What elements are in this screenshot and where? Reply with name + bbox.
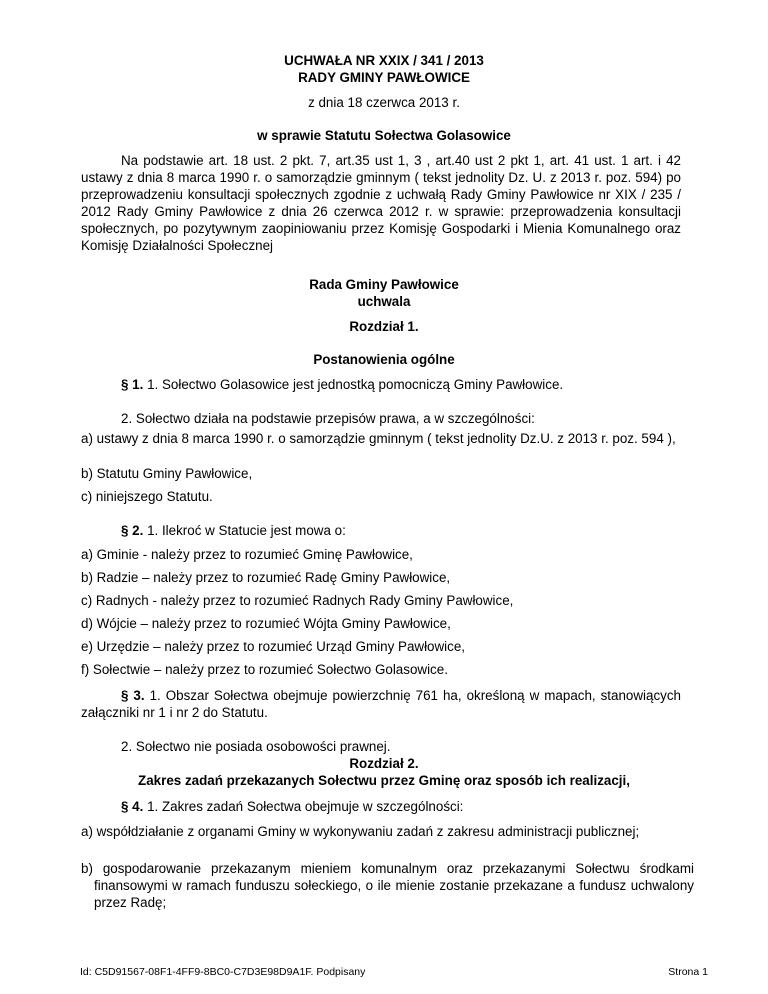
chapter2-subtitle: Zakres zadań przekazanych Sołectwu przez Gminę oraz sposób ich realizacji, bbox=[138, 773, 630, 788]
par3-point2: 2. Sołectwo nie posiada osobowości prawnej. bbox=[121, 739, 391, 754]
chapter1-subtitle: Postanowienia ogólne bbox=[313, 352, 455, 367]
list-item: a) ustawy z dnia 8 marca 1990 r. o samorządzie gminnym ( tekst jednolity Dz.U. z 2013 r. poz. 594 ), bbox=[81, 431, 676, 446]
resolution-title bbox=[0, 52, 768, 86]
par1-point2: 2. Sołectwo działa na podstawie przepisów prawa, a w szczególności: bbox=[121, 411, 535, 426]
council-decides: uchwala bbox=[357, 294, 411, 309]
chapter2-heading bbox=[0, 755, 768, 789]
par3-point1 bbox=[81, 687, 681, 721]
list-item: c) Radnych - należy przez to rozumieć Radnych Rady Gminy Pawłowice, bbox=[81, 593, 514, 608]
list-item: e) Urzędzie – należy przez to rozumieć Urząd Gminy Pawłowice, bbox=[81, 639, 466, 654]
par1-p1-text: 1. Sołectwo Golasowice jest jednostką pomocniczą Gminy Pawłowice. bbox=[147, 377, 564, 392]
par4-point1 bbox=[121, 798, 463, 815]
preamble: Na podstawie art. 18 ust. 2 pkt. 7, art.35 ust 1, 3 , art.40 ust 2 pkt 1, art. 41 ust. 1 art. i 42 ustawy z dnia 8 marca 1990 r. o samorządzie gminnym ( tekst jednolity Dz. U. z 2013 r. poz. 594) po przeprowadzeniu konsultacji społecznych zgodnie z uchwałą Rady Gminy Pawłowice nr XIX / 235 / 2012 Rady Gminy Pawłowice z dnia 26 czerwca 2012 r. w sprawie: przeprowadzenia konsultacji społecznych, po pozytywnym zaopiniowaniu przez Komisję Gospodarki i Mienia Komunalnego oraz Komisję Działalności Społecznej bbox=[81, 153, 681, 253]
council-name: Rada Gminy Pawłowice bbox=[309, 277, 459, 292]
par3-p1-text: 1. Obszar Sołectwa obejmuje powierzchnię 761 ha, określoną w mapach, stanowiących załączniki nr 1 i nr 2 do Statutu. bbox=[81, 688, 681, 720]
par1-point1 bbox=[121, 376, 563, 393]
list-item: b) Statutu Gminy Pawłowice, bbox=[81, 466, 253, 481]
chapter2-title: Rozdział 2. bbox=[349, 756, 419, 771]
chapter1-title: Rozdział 1. bbox=[349, 319, 419, 334]
resolution-subject: w sprawie Statutu Sołectwa Golasowice bbox=[257, 128, 511, 143]
council-heading bbox=[0, 276, 768, 310]
list-item: d) Wójcie – należy przez to rozumieć Wójta Gminy Pawłowice, bbox=[81, 616, 451, 631]
list-item: b) gospodarowanie przekazanym mieniem komunalnym oraz przekazanymi Sołectwu środkami finansowymi w ramach funduszu sołeckiego, o ile mienie zostanie przekazane a fundusz uchwalony przez Radę; bbox=[81, 861, 694, 910]
document-id-footer: Id: C5D91567-08F1-4FF9-8BC0-C7D3E98D9A1F. Podpisany bbox=[80, 966, 366, 978]
par4-label: § 4. bbox=[121, 799, 144, 814]
par2-label: § 2. bbox=[121, 523, 144, 538]
list-item: a) współdziałanie z organami Gminy w wykonywaniu zadań z zakresu administracji publicznej; bbox=[81, 824, 640, 839]
resolution-date: z dnia 18 czerwca 2013 r. bbox=[308, 95, 460, 110]
par2-point1 bbox=[121, 522, 346, 539]
par2-p1-text: 1. Ilekroć w Statucie jest mowa o: bbox=[147, 523, 346, 538]
resolution-issuer: RADY GMINY PAWŁOWICE bbox=[298, 70, 470, 85]
par1-label: § 1. bbox=[121, 377, 144, 392]
list-item: c) niniejszego Statutu. bbox=[81, 489, 213, 504]
list-item: a) Gminie - należy przez to rozumieć Gminę Pawłowice, bbox=[81, 547, 413, 562]
resolution-number: UCHWAŁA NR XXIX / 341 / 2013 bbox=[284, 53, 484, 68]
par4-p1-text: 1. Zakres zadań Sołectwa obejmuje w szczególności: bbox=[147, 799, 464, 814]
list-item: b) Radzie – należy przez to rozumieć Radę Gminy Pawłowice, bbox=[81, 570, 451, 585]
list-item: f) Sołectwie – należy przez to rozumieć Sołectwo Golasowice. bbox=[81, 662, 448, 677]
par3-label: § 3. bbox=[121, 688, 145, 703]
page-number: Strona 1 bbox=[668, 966, 708, 978]
